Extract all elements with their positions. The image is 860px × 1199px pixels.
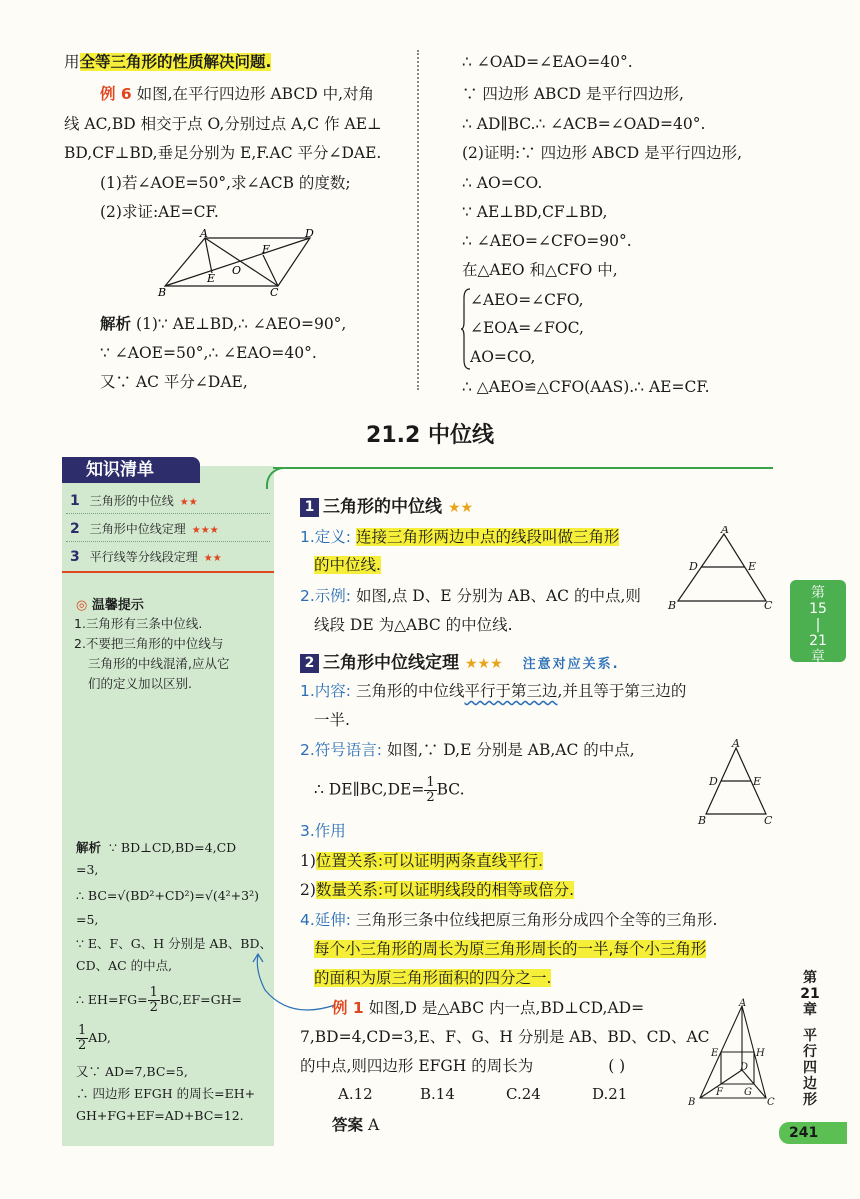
side-solution-text: ∴ 四边形 EFGH 的周长=EH+	[76, 1086, 256, 1101]
usage-text2: 数量关系:可以证明线段的相等或倍分.	[315, 881, 575, 899]
sidebar-item-label: 三角形中位线定理	[89, 522, 186, 536]
sidebar-item-num: 2	[70, 521, 80, 537]
option-b[interactable]: B.14	[420, 1085, 455, 1103]
side-solution-text: BC,EF=GH=	[159, 992, 242, 1007]
option-c[interactable]: C.24	[506, 1085, 541, 1103]
chapter-tab-text: 章	[811, 649, 825, 665]
content-text: ,并且等于第三边的	[557, 682, 687, 700]
example-line1	[300, 586, 641, 606]
example-1-text1: 如图,D 是△ABC 内一点,BD⊥CD,AD=	[368, 999, 645, 1017]
answer-blank: ( )	[608, 1057, 626, 1075]
example-label: 2.示例:	[300, 587, 352, 605]
chapter-vertical-char: 行	[803, 1044, 817, 1060]
example-text2: 线段 DE 为△ABC 的中位线.	[314, 616, 513, 634]
extension-highlight2: 的面积为原三角形面积的四分之一.	[314, 969, 552, 987]
tip-line: 三角形的中线混淆,应从它	[88, 656, 230, 671]
svg-text:A: A	[732, 738, 740, 750]
side-solution-text: ∵ BD⊥CD,BD=4,CD	[108, 840, 237, 855]
proof-line5: ∴ AO=CO.	[462, 174, 543, 192]
brace-line2: ∠EOA=∠FOC,	[470, 319, 584, 337]
green-border-line	[273, 467, 773, 469]
label-A: A	[200, 228, 208, 240]
side-solution-frac-line	[76, 986, 242, 1015]
svg-text:E: E	[711, 1048, 719, 1059]
option-a[interactable]: A.12	[338, 1085, 373, 1103]
example-6-text3: BD,CF⊥BD,垂足分别为 E,F.AC 平分∠DAE.	[64, 144, 382, 162]
section-2-badge: 2	[300, 654, 319, 673]
side-solution-text: =3,	[76, 862, 99, 877]
handwritten-note: 注意对应关系.	[522, 657, 620, 672]
solution-line1	[100, 314, 346, 334]
label-B: B	[158, 286, 167, 299]
content-line1	[300, 681, 686, 701]
definition-line2	[314, 555, 381, 575]
chapter-tab-text: 21	[809, 633, 827, 649]
svg-text:D: D	[740, 1062, 749, 1073]
content-label: 1.内容:	[300, 682, 352, 700]
chapter-vertical-char: 21	[800, 986, 820, 1002]
usage-index: 2)	[300, 881, 316, 899]
sidebar-tab: 知识清单	[62, 457, 200, 483]
side-solution-text: =5,	[76, 912, 99, 927]
chapter-vertical-char: 平	[803, 1028, 817, 1044]
label-F: F	[262, 243, 270, 256]
proof-line6: ∵ AE⊥BD,CF⊥BD,	[462, 203, 608, 221]
star-icon: ★★★	[191, 525, 219, 536]
sidebar-item-label: 平行线等分线段定理	[89, 550, 198, 564]
proof-line9: ∴ △AEO≌△CFO(AAS).∴ AE=CF.	[462, 378, 710, 396]
example-text1: 如图,点 D、E 分别为 AB、AC 的中点,则	[355, 587, 641, 605]
example-6-label: 例 6	[100, 85, 132, 103]
intro-prefix: 用	[64, 53, 80, 71]
svg-text:D: D	[709, 775, 718, 788]
usage-line1	[300, 851, 543, 871]
symbol-text: 如图,∵ D,E 分别是 AB,AC 的中点,	[386, 741, 635, 759]
example-6-text2: 线 AC,BD 相交于点 O,分别过点 A,C 作 AE⊥	[64, 115, 382, 133]
sidebar-red-rule	[62, 571, 274, 573]
label-E: E	[207, 272, 216, 285]
fraction-denominator: 2	[78, 1038, 87, 1053]
chapter-vertical-char: 形	[803, 1092, 817, 1108]
chapter-vertical-char: 边	[803, 1076, 817, 1092]
triangle-midline-figure-1	[666, 526, 776, 612]
star-icon: ★★	[203, 553, 222, 564]
column-divider	[417, 50, 419, 390]
extension-highlight1: 每个小三角形的周长为原三角形周长的一半,每个小三角形	[314, 940, 707, 958]
usage-text1: 位置关系:可以证明两条直线平行.	[315, 852, 544, 870]
question-1: (1)若∠AOE=50°,求∠ACB 的度数;	[100, 174, 351, 192]
fraction	[424, 776, 436, 805]
side-solution-text: ∴ BC=√(BD²+CD²)=√(4²+3²)	[76, 888, 259, 903]
example-6-line1	[100, 84, 374, 104]
definition-line1	[300, 527, 619, 547]
svg-text:B: B	[688, 1097, 696, 1108]
sidebar-separator	[66, 513, 270, 514]
brace-line1: ∠AEO=∠CFO,	[470, 291, 584, 309]
content-line2: 一半.	[314, 711, 350, 729]
symbol-label: 2.符号语言:	[300, 741, 383, 759]
chapter-vertical-char: 第	[803, 970, 817, 986]
side-solution-label: 解析	[76, 840, 102, 855]
example-1-line1	[332, 998, 644, 1018]
side-solution-frac-line2	[76, 1024, 111, 1053]
section-2-heading	[300, 648, 620, 673]
option-d[interactable]: D.21	[592, 1085, 628, 1103]
star-icon: ★★	[179, 497, 198, 508]
usage-index: 1)	[300, 852, 316, 870]
tip-line: 们的定义加以区别.	[88, 676, 192, 691]
brace-line3: AO=CO,	[470, 348, 536, 366]
side-solution-text: 又∵ AD=7,BC=5,	[76, 1064, 188, 1079]
symbol-line1	[300, 740, 635, 760]
fraction-denominator: 2	[149, 1000, 158, 1015]
parallelogram-figure	[150, 228, 325, 300]
solution-text1: (1)∵ AE⊥BD,∴ ∠AEO=90°,	[135, 315, 347, 333]
chapter-tab-text: 第	[811, 585, 825, 601]
definition-text2: 的中位线.	[314, 556, 381, 574]
fraction-denominator: 2	[426, 790, 435, 805]
label-C: C	[270, 286, 279, 299]
svg-text:H: H	[756, 1048, 765, 1059]
svg-text:C: C	[764, 814, 773, 827]
proof-line3: ∴ AD∥BC.∴ ∠ACB=∠OAD=40°.	[462, 115, 706, 133]
svg-text:E: E	[753, 775, 762, 788]
sidebar-separator	[66, 541, 270, 542]
tip-title	[76, 594, 144, 613]
quadrilateral-figure	[686, 998, 778, 1110]
sidebar-item-3[interactable]	[70, 548, 222, 565]
svg-text:F: F	[716, 1087, 723, 1098]
example-1-label: 例 1	[332, 999, 364, 1017]
svg-text:C: C	[767, 1097, 775, 1108]
section-1-heading	[300, 492, 473, 517]
section-title: 21.2 中位线	[366, 423, 494, 448]
definition-text1: 连接三角形两边中点的线段叫做三角形	[355, 528, 620, 546]
example-6-text1: 如图,在平行四边形 ABCD 中,对角	[136, 85, 374, 103]
svg-text:G: G	[744, 1087, 752, 1098]
section-1-badge: 1	[300, 498, 319, 517]
svg-text:E: E	[748, 560, 757, 573]
side-solution-line	[76, 838, 236, 858]
fraction	[148, 986, 160, 1015]
side-solution-text: CD、AC 的中点,	[76, 958, 173, 973]
proof-line4: (2)证明:∵ 四边形 ABCD 是平行四边形,	[462, 144, 743, 162]
sidebar-item-num: 1	[70, 493, 80, 509]
answer-value: A	[367, 1116, 380, 1134]
side-solution-text: AD,	[88, 1030, 111, 1045]
fraction-numerator: 1	[426, 775, 435, 790]
label-D: D	[305, 228, 314, 240]
fraction	[76, 1024, 88, 1053]
question-2: (2)求证:AE=CF.	[100, 203, 219, 221]
svg-text:B: B	[668, 599, 677, 612]
chapter-tab-text: 15	[809, 601, 827, 617]
extension-line2	[314, 939, 706, 959]
extension-line3	[314, 968, 551, 988]
bullet-icon: ◎	[76, 598, 88, 613]
side-solution-text: GH+FG+EF=AD+BC=12.	[76, 1108, 244, 1123]
solution-label: 解析	[100, 315, 132, 333]
example-1-text3: 的中点,则四边形 EFGH 的周长为	[300, 1057, 534, 1075]
chapter-vertical-char: 章	[803, 1002, 817, 1018]
chapter-vertical-char: 四	[803, 1060, 817, 1076]
fraction-numerator: 1	[78, 1023, 87, 1038]
solution-text2: ∵ ∠AOE=50°,∴ ∠EAO=40°.	[100, 344, 317, 362]
answer-label: 答案	[332, 1116, 364, 1134]
sidebar-item-1[interactable]	[70, 492, 198, 509]
sidebar-item-label: 三角形的中位线	[89, 494, 174, 508]
intro-line	[64, 52, 271, 72]
usage-label: 3.作用	[300, 822, 346, 840]
example-1-text2: 7,BD=4,CD=3,E、F、G、H 分别是 AB、BD、CD、AC	[300, 1028, 710, 1046]
sidebar-item-2[interactable]	[70, 520, 219, 537]
page-number: 241	[779, 1122, 847, 1144]
svg-text:A: A	[739, 998, 747, 1009]
symbol-result-text: BC.	[436, 780, 465, 799]
tip-line: 2.不要把三角形的中位线与	[74, 636, 224, 651]
tip-line: 1.三角形有三条中位线.	[74, 616, 203, 631]
svg-text:D: D	[689, 560, 698, 573]
answer-line	[332, 1115, 379, 1135]
definition-label: 1.定义:	[300, 528, 352, 546]
section-2-title: 三角形中位线定理	[323, 653, 459, 673]
side-solution-text: ∴ EH=FG=	[76, 992, 148, 1007]
symbol-result	[314, 776, 465, 805]
proof-line1: ∴ ∠OAD=∠EAO=40°.	[462, 53, 633, 71]
extension-label: 4.延伸:	[300, 911, 352, 929]
triangle-midline-figure-2	[696, 738, 778, 828]
content-wavy-text: 平行于第三边	[464, 682, 558, 700]
solution-text3: 又∵ AC 平分∠DAE,	[100, 373, 248, 391]
chapter-vertical-label	[790, 970, 830, 1108]
tip-title-text: 温馨提示	[91, 598, 144, 613]
star-icon: ★★	[448, 500, 474, 516]
svg-text:B: B	[698, 814, 707, 827]
label-O: O	[232, 264, 242, 277]
sidebar-item-num: 3	[70, 549, 80, 565]
star-icon: ★★★	[465, 656, 503, 672]
usage-line2	[300, 880, 574, 900]
side-solution-text: ∵ E、F、G、H 分别是 AB、BD、	[76, 936, 272, 951]
chapter-tab-text: |	[815, 617, 821, 633]
proof-line7: ∴ ∠AEO=∠CFO=90°.	[462, 232, 632, 250]
content-text: 三角形的中位线	[355, 682, 465, 700]
extension-line1	[300, 910, 717, 930]
svg-text:C: C	[764, 599, 773, 612]
svg-text:A: A	[721, 526, 729, 536]
section-1-title: 三角形的中位线	[323, 497, 442, 517]
proof-line2: ∵ 四边形 ABCD 是平行四边形,	[462, 85, 684, 103]
intro-highlight: 全等三角形的性质解决问题.	[79, 53, 272, 71]
extension-text: 三角形三条中位线把原三角形分成四个全等的三角形.	[355, 911, 718, 929]
fraction-numerator: 1	[149, 985, 158, 1000]
example-1-line3	[300, 1056, 625, 1076]
symbol-result-text: ∴ DE∥BC,DE=	[314, 780, 425, 799]
proof-line8: 在△AEO 和△CFO 中,	[462, 261, 618, 279]
chapter-range-tab[interactable]	[790, 580, 846, 665]
chapter-vertical-gap	[790, 1018, 830, 1028]
